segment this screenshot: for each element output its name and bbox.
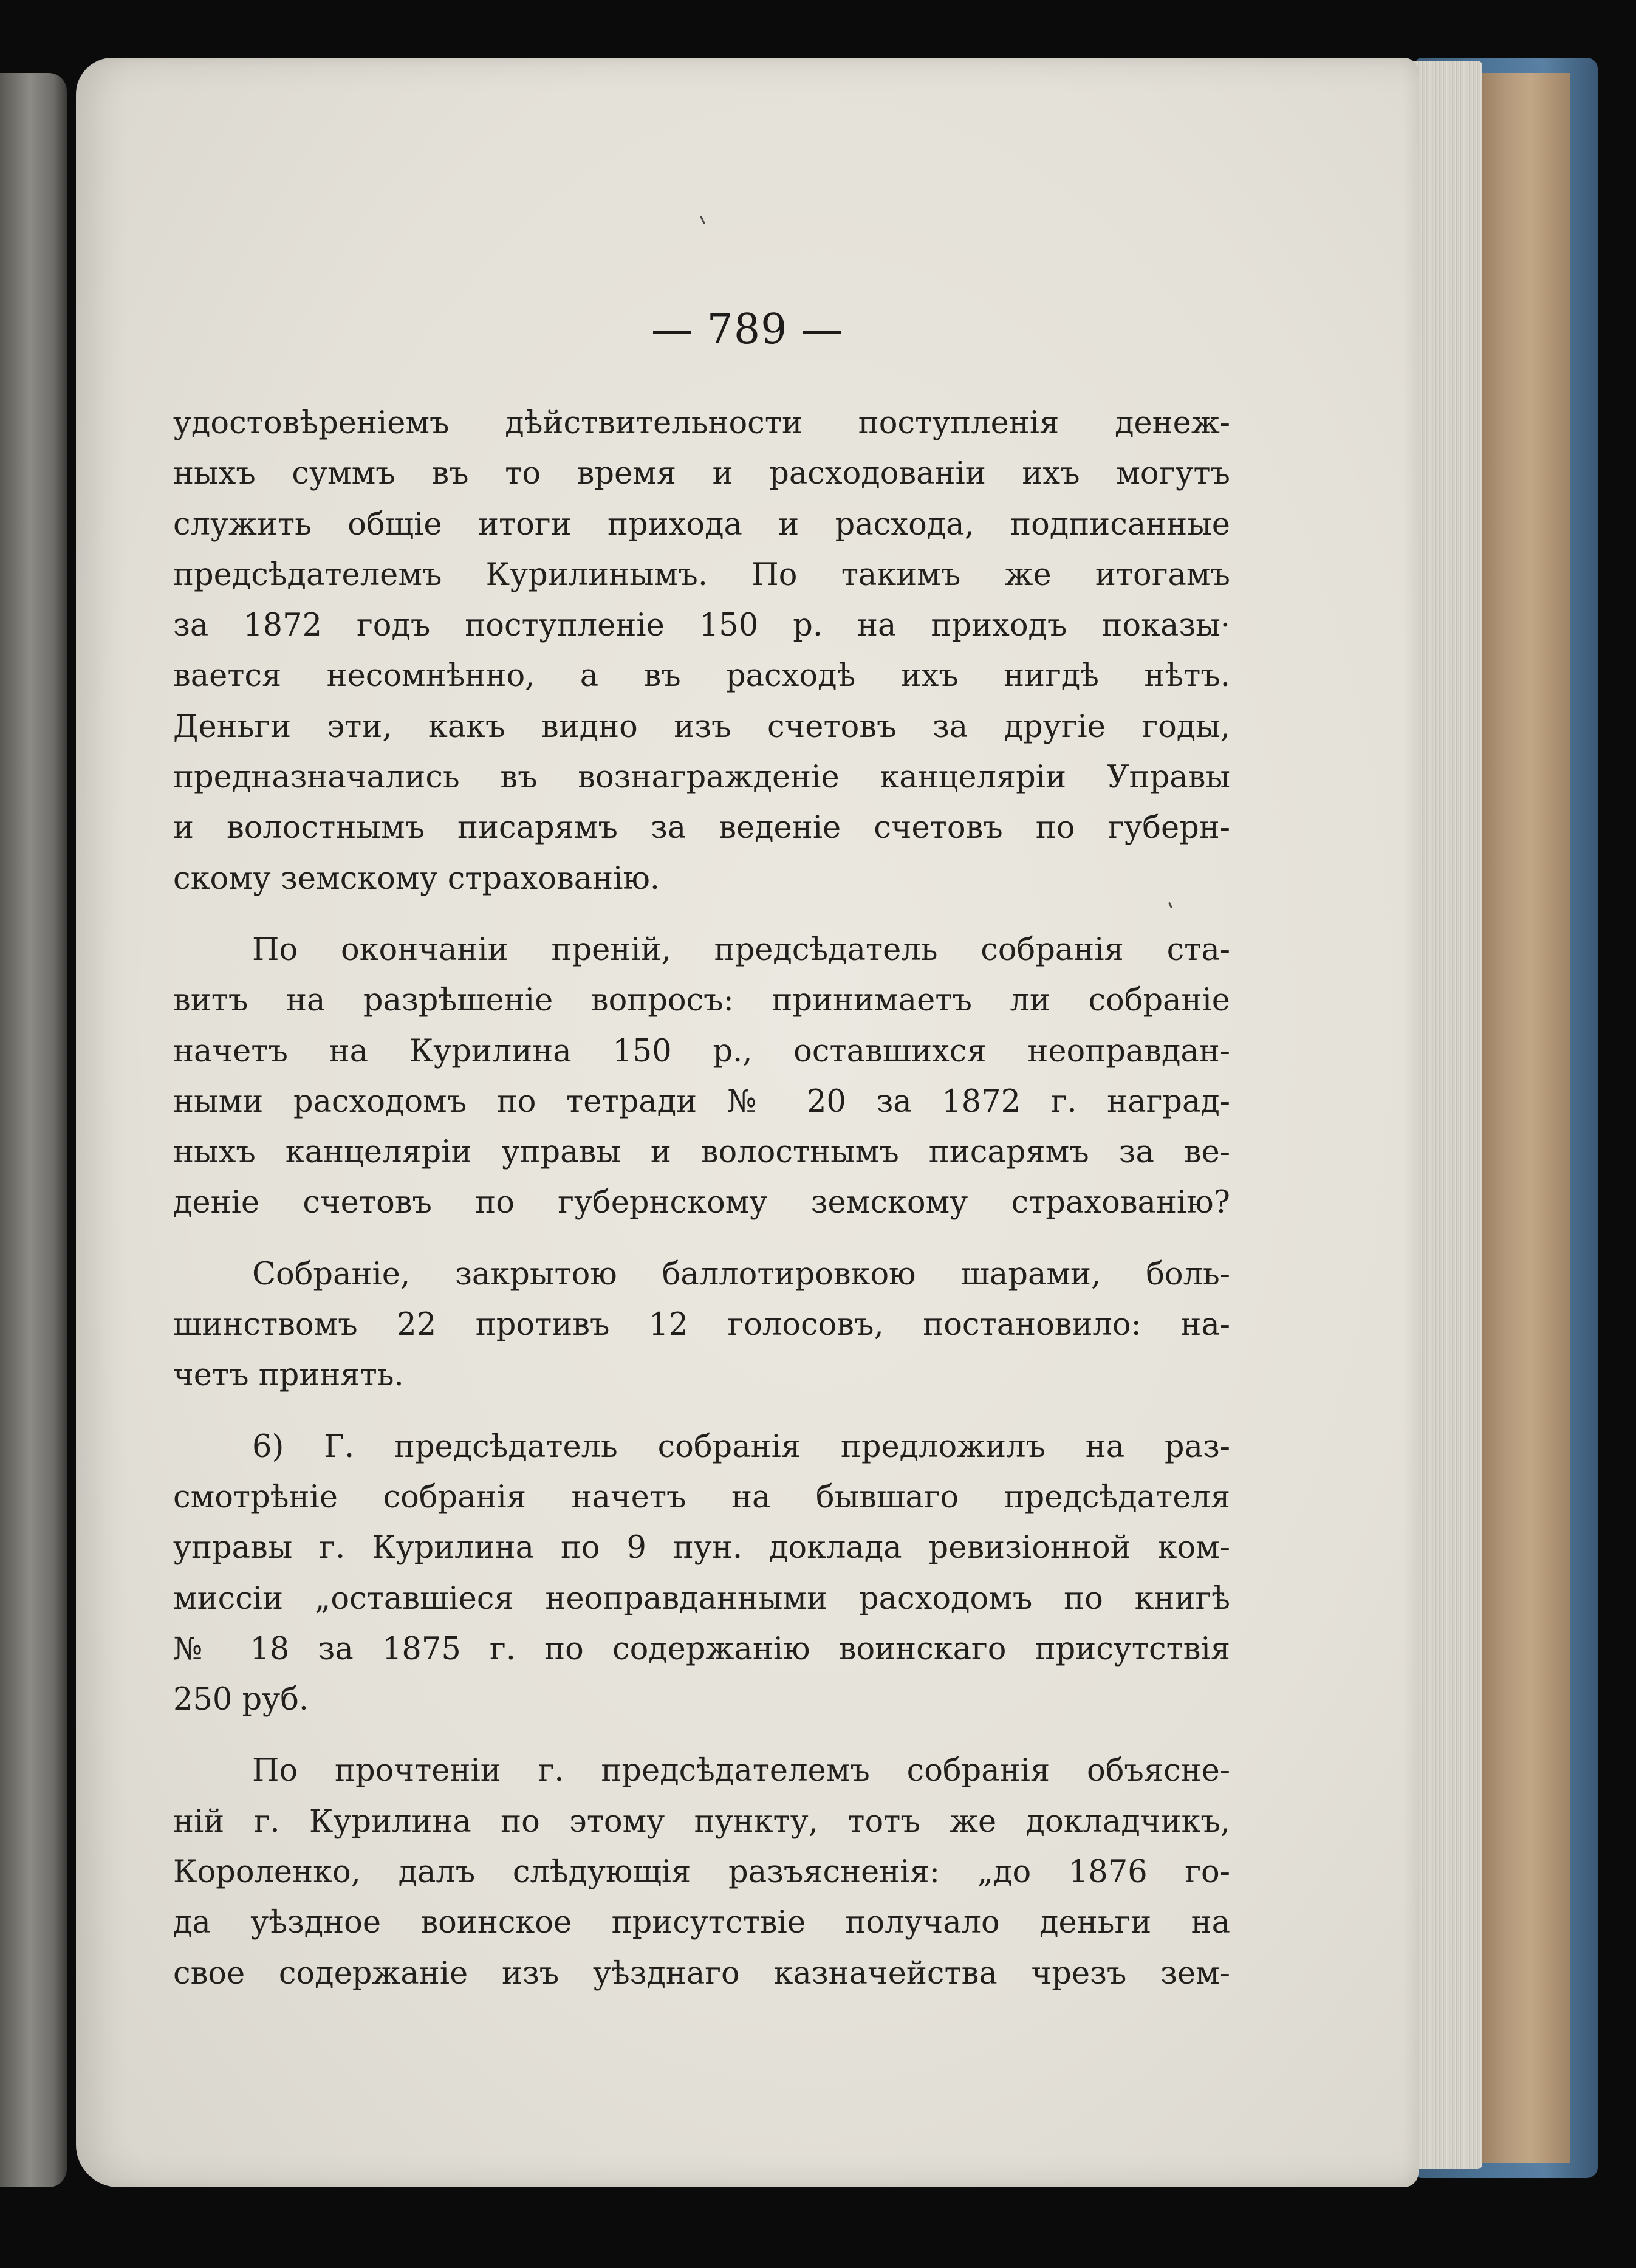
text-line: № 18 за 1875 г. по содержанію воинскаго присутствія — [173, 1631, 1230, 1667]
text-line: По окончаніи преній, предсѣдатель собранія ста- — [252, 931, 1230, 968]
text-line: управы г. Курилина по 9 пун. доклада ревизіонной ком- — [173, 1530, 1230, 1566]
text-line: да уѣздное воинское присутствіе получало деньги на — [173, 1905, 1230, 1941]
body-text — [173, 398, 1230, 1999]
text-line: ныхъ канцеляріи управы и волостнымъ писарямъ за ве- — [173, 1134, 1230, 1171]
text-line: Собраніе, закрытою баллотировкою шарами, боль- — [252, 1256, 1230, 1292]
paragraph — [173, 1746, 1230, 1998]
ink-speck — [700, 216, 705, 224]
book-page — [76, 58, 1419, 2187]
text-line: смотрѣніе собранія начетъ на бывшаго предсѣдателя — [173, 1479, 1230, 1515]
text-line: ній г. Курилина по этому пункту, тотъ же докладчикъ, — [173, 1803, 1230, 1840]
text-line: 250 руб. — [173, 1682, 309, 1718]
text-line: витъ на разрѣшеніе вопросъ: принимаетъ ли собраніе — [173, 982, 1230, 1019]
text-line: предсѣдателемъ Курилинымъ. По такимъ же итогамъ — [173, 557, 1230, 593]
text-line: и волостнымъ писарямъ за веденіе счетовъ по губерн- — [173, 810, 1230, 846]
text-line: начетъ на Курилина 150 р., оставшихся неоправдан- — [173, 1033, 1230, 1069]
text-line: скому земскому страхованію. — [173, 860, 660, 897]
paragraph — [173, 1249, 1230, 1401]
page-number: — 789 — — [651, 306, 844, 354]
text-line: свое содержаніе изъ уѣзднаго казначейства чрезъ зем- — [173, 1955, 1230, 1992]
text-line: деніе счетовъ по губернскому земскому страхованію? — [173, 1185, 1230, 1221]
paragraph — [173, 398, 1230, 904]
text-line: вается несомнѣнно, а въ расходѣ ихъ нигдѣ нѣтъ. — [173, 658, 1230, 694]
text-line: предназначались въ вознагражденіе канцеляріи Управы — [173, 759, 1230, 796]
text-line: ныхъ суммъ въ то время и расходованіи ихъ могутъ — [173, 456, 1230, 492]
left-page-edge — [0, 73, 67, 2187]
book-board-edge — [1470, 73, 1570, 2163]
text-line: шинствомъ 22 противъ 12 голосовъ, постановило: на- — [173, 1307, 1230, 1343]
text-line: ными расходомъ по тетради № 20 за 1872 г. наград- — [173, 1083, 1230, 1120]
text-line: 6) Г. предсѣдатель собранія предложилъ на раз- — [252, 1428, 1230, 1465]
paragraph — [173, 925, 1230, 1228]
text-line: Короленко, далъ слѣдующія разъясненія: „до 1876 го- — [173, 1854, 1230, 1891]
text-line: Деньги эти, какъ видно изъ счетовъ за другіе годы, — [173, 708, 1230, 745]
text-line: четъ принять. — [173, 1357, 404, 1394]
text-line: миссіи „оставшіеся неоправданными расходомъ по книгѣ — [173, 1580, 1230, 1617]
text-line: удостовѣреніемъ дѣйствительности поступленія денеж- — [173, 405, 1230, 441]
text-line: По прочтеніи г. предсѣдателемъ собранія объясне- — [252, 1753, 1230, 1789]
paragraph — [173, 1422, 1230, 1725]
text-line: за 1872 годъ поступленіе 150 р. на приходъ показы· — [173, 608, 1230, 644]
text-line: служить общіе итоги прихода и расхода, подписанные — [173, 506, 1230, 543]
